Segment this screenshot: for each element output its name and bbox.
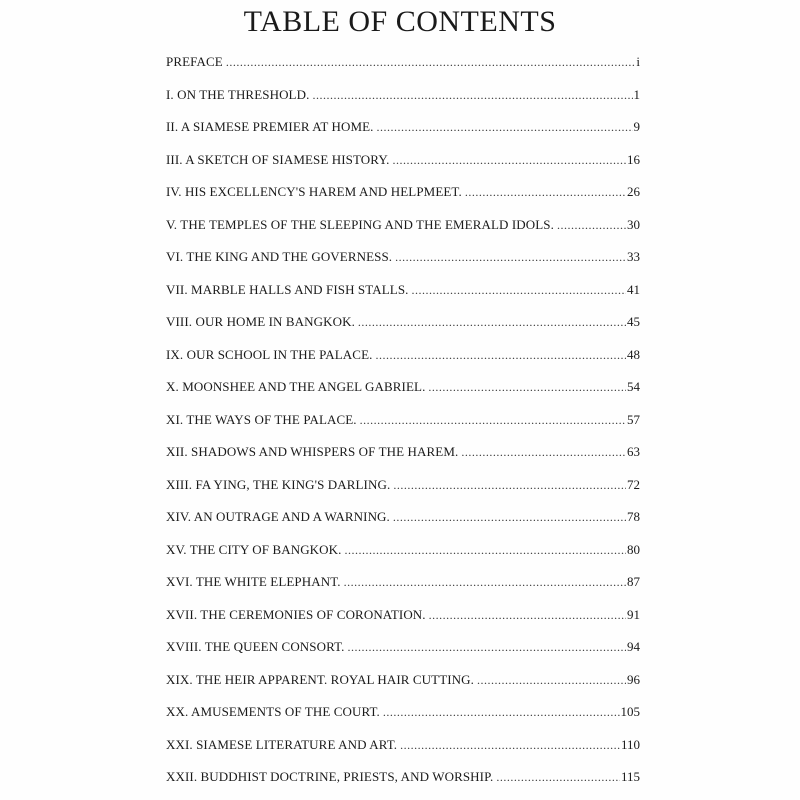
dot-leader [412, 274, 626, 307]
dot-leader [375, 339, 626, 372]
toc-entry-page: 26 [627, 184, 640, 199]
toc-entry-label: X. MOONSHEE AND THE ANGEL GABRIEL. [166, 379, 426, 394]
toc-entry-label: VI. THE KING AND THE GOVERNESS. [166, 249, 393, 264]
toc-entry [166, 111, 640, 144]
dot-leader [477, 664, 626, 697]
toc-entry [166, 371, 640, 404]
toc-entry-page: 87 [627, 574, 640, 589]
toc-entry-page: 96 [627, 671, 640, 687]
dot-leader [428, 371, 626, 404]
toc-entry-label: XIV. AN OUTRAGE AND A WARNING. [166, 509, 390, 524]
dot-leader [312, 79, 632, 112]
toc-entry-label: XXII. BUDDHIST DOCTRINE, PRIESTS, AND WORSHIP. [166, 769, 494, 784]
toc-entry-page: 33 [627, 249, 640, 264]
toc-entry-label: III. A SKETCH OF SIAMESE HISTORY. [166, 151, 390, 167]
toc-entry-label: II. A SIAMESE PREMIER AT HOME. [166, 119, 374, 134]
dot-leader [393, 144, 627, 177]
dot-leader [395, 241, 626, 274]
toc-entry-label: V. THE TEMPLES OF THE SLEEPING AND THE EMERALD IDOLS. [166, 216, 554, 232]
dot-leader [429, 599, 626, 632]
toc-entry [166, 79, 640, 112]
toc-entry-label: XX. AMUSEMENTS OF THE COURT. [166, 704, 380, 719]
toc-entry [166, 761, 640, 794]
toc-entry [166, 664, 640, 697]
toc-entry-label: XVIII. THE QUEEN CONSORT. [166, 639, 345, 654]
toc-entry [166, 469, 640, 502]
dot-leader [383, 696, 620, 729]
dot-leader [393, 501, 626, 534]
dot-leader [496, 761, 620, 794]
toc-entry [166, 209, 640, 242]
toc-entry-page: 48 [627, 346, 640, 362]
toc-entry [166, 306, 640, 339]
toc-entry-label: I. ON THE THRESHOLD. [166, 86, 310, 102]
dot-leader [393, 469, 626, 502]
toc-entry-label: XXI. SIAMESE LITERATURE AND ART. [166, 736, 398, 752]
toc-entry [166, 436, 640, 469]
toc-entry-page: 72 [627, 476, 640, 492]
toc-entry [166, 339, 640, 372]
toc-entry-page: 105 [620, 704, 640, 719]
toc-entry [166, 176, 640, 209]
toc-entry-label: PREFACE [166, 54, 223, 69]
dot-leader [461, 436, 626, 469]
toc-entry-label: XIX. THE HEIR APPARENT. ROYAL HAIR CUTTING. [166, 671, 474, 687]
dot-leader [345, 534, 626, 567]
toc-entry-page: 16 [627, 151, 640, 167]
toc-entry [166, 534, 640, 567]
dot-leader [358, 306, 626, 339]
toc-entry-page: i [636, 54, 640, 69]
dot-leader [348, 631, 626, 664]
dot-leader [344, 566, 626, 599]
toc-entry-label: IV. HIS EXCELLENCY'S HAREM AND HELPMEET. [166, 184, 462, 199]
toc-entry-page: 110 [620, 736, 640, 752]
dot-leader [557, 209, 626, 242]
toc-entry-page: 45 [627, 314, 640, 329]
toc-entry-label: IX. OUR SCHOOL IN THE PALACE. [166, 346, 373, 362]
toc-entry [166, 631, 640, 664]
dot-leader [226, 46, 636, 79]
toc-entry [166, 696, 640, 729]
dot-leader [400, 729, 620, 762]
toc-entry-page: 91 [627, 606, 640, 622]
toc-entry [166, 501, 640, 534]
toc-entry-page: 54 [627, 379, 640, 394]
toc-entry-label: XIII. FA YING, THE KING'S DARLING. [166, 476, 391, 492]
toc-entry-label: VII. MARBLE HALLS AND FISH STALLS. [166, 281, 409, 297]
toc-entry [166, 729, 640, 762]
toc-entry [166, 599, 640, 632]
toc-entry [166, 241, 640, 274]
toc-entry-label: XI. THE WAYS OF THE PALACE. [166, 411, 357, 427]
toc-entry-page: 80 [627, 541, 640, 557]
toc-entry-label: VIII. OUR HOME IN BANGKOK. [166, 314, 355, 329]
toc-entry-label: XVII. THE CEREMONIES OF CORONATION. [166, 606, 426, 622]
toc-entry-page: 63 [627, 444, 640, 459]
toc-entry [166, 274, 640, 307]
toc-entry-label: XV. THE CITY OF BANGKOK. [166, 541, 342, 557]
page-title: TABLE OF CONTENTS [243, 5, 557, 38]
toc-entry-page: 1 [633, 86, 640, 102]
toc-entry-page: 9 [633, 119, 640, 134]
table-of-contents [166, 46, 640, 794]
toc-entry-page: 78 [627, 509, 640, 524]
toc-entry [166, 566, 640, 599]
toc-entry [166, 46, 640, 79]
toc-entry-label: XVI. THE WHITE ELEPHANT. [166, 574, 341, 589]
toc-entry-page: 57 [627, 411, 640, 427]
toc-entry-page: 41 [627, 281, 640, 297]
dot-leader [465, 176, 626, 209]
toc-entry-page: 30 [627, 216, 640, 232]
toc-entry-page: 94 [627, 639, 640, 654]
toc-entry-page: 115 [620, 769, 640, 784]
toc-entry [166, 404, 640, 437]
dot-leader [377, 111, 633, 144]
toc-entry-label: XII. SHADOWS AND WHISPERS OF THE HAREM. [166, 444, 459, 459]
dot-leader [360, 404, 626, 437]
toc-entry [166, 144, 640, 177]
